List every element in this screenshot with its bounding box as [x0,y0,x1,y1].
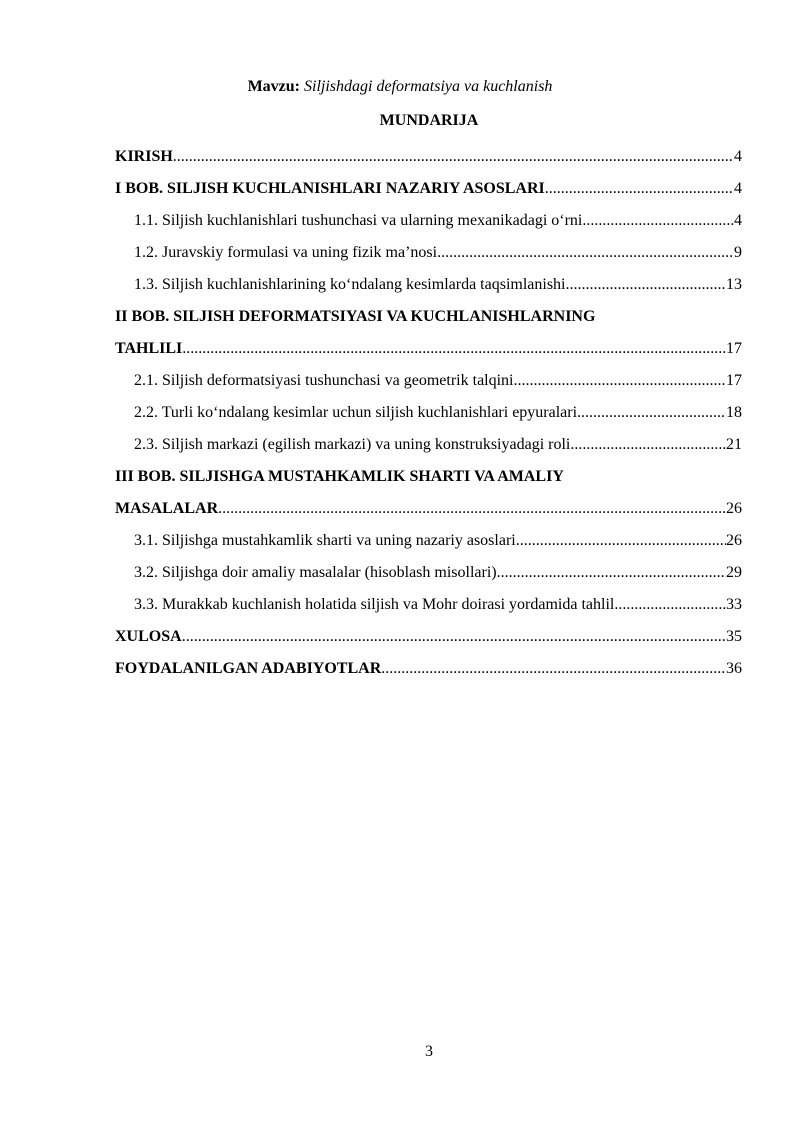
toc-entry-section-3-3[interactable] [115,589,742,621]
toc-entry-section-3-2[interactable] [115,557,742,589]
toc-entry-page: 13 [726,276,742,293]
toc-entry-section-1-2[interactable] [115,237,742,269]
toc-entry-page: 26 [726,500,742,517]
toc-heading: MUNDARIJA [379,112,479,129]
topic-line [0,76,800,98]
toc-entry-title: TAHLILI [115,340,183,357]
table-of-contents [115,141,742,685]
toc-entry-page: 35 [726,628,742,645]
toc-entry-title: 2.3. Siljish markazi (egilish markazi) va uning konstruksiyadagi roli [134,436,571,453]
toc-dot-leader [577,397,726,429]
toc-dot-leader [218,493,726,525]
toc-entry-chapter-1[interactable] [115,173,742,205]
toc-entry-title: 3.2. Siljishga doir amaliy masalalar (hisoblash misollari) [134,564,497,581]
toc-entry-title: 2.2. Turli ko‘ndalang kesimlar uchun siljish kuchlanishlari epyuralari [134,404,578,421]
toc-entry-chapter-2[interactable] [115,333,742,365]
toc-entry-chapter-3-line1[interactable]: III BOB. SILJISHGA MUSTAHKAMLIK SHARTI VA AMALIY [115,468,564,485]
toc-entry-title: XULOSA [115,628,182,645]
toc-dot-leader [514,365,727,397]
toc-entry-page: 26 [726,532,742,549]
toc-entry-section-1-3[interactable] [115,269,742,301]
toc-entry-page: 36 [726,660,742,677]
toc-entry-title: 1.1. Siljish kuchlanishlari tushunchasi va ularning mexanikadagi o‘rni [134,212,583,229]
toc-dot-leader [516,525,726,557]
toc-entry-page: 9 [734,244,742,261]
toc-entry-title: MASALALAR [115,500,219,517]
toc-entry-page: 18 [726,404,742,421]
toc-entry-section-1-1[interactable] [115,205,742,237]
toc-dot-leader [497,557,726,589]
toc-entry-intro[interactable] [115,141,742,173]
toc-entry-references[interactable] [115,653,742,685]
toc-entry-page: 17 [726,372,742,389]
toc-entry-title: 1.3. Siljish kuchlanishlarining ko‘ndalang kesimlarda taqsimlanishi [134,276,566,293]
toc-dot-leader [566,269,727,301]
toc-entry-title: FOYDALANILGAN ADABIYOTLAR [115,660,382,677]
toc-entry-title: 3.3. Murakkab kuchlanish holatida siljish va Mohr doirasi yordamida tahlil [134,596,615,613]
toc-entry-title: 2.1. Siljish deformatsiyasi tushunchasi va geometrik talqini [134,372,514,389]
toc-entry-page: 29 [726,564,742,581]
toc-dot-leader [614,589,726,621]
page-number: 3 [425,1043,433,1060]
topic-title: Siljishdagi deformatsiya va kuchlanish [304,78,553,95]
toc-entry-page: 4 [734,180,742,197]
toc-entry-section-3-1[interactable] [115,525,742,557]
toc-entry-section-2-3[interactable] [115,429,742,461]
toc-entry-page: 33 [726,596,742,613]
toc-dot-leader [545,173,734,205]
toc-entry-page: 17 [726,340,742,357]
toc-dot-leader [381,653,726,685]
toc-dot-leader [182,621,726,653]
toc-entry-chapter-2-line1[interactable]: II BOB. SILJISH DEFORMATSIYASI VA KUCHLANISHLARNING [115,308,596,325]
toc-entry-page: 21 [726,436,742,453]
topic-label: Mavzu: [247,78,300,95]
toc-entry-title: 1.2. Juravskiy formulasi va uning fizik ma’nosi [134,244,438,261]
toc-entry-page: 4 [734,212,742,229]
toc-dot-leader [182,333,726,365]
toc-entry-title: 3.1. Siljishga mustahkamlik sharti va uning nazariy asoslari [134,532,516,549]
toc-entry-conclusion[interactable] [115,621,742,653]
toc-entry-page: 4 [734,148,742,165]
toc-entry-title: KIRISH [115,148,173,165]
toc-dot-leader [173,141,734,173]
toc-entry-chapter-3[interactable] [115,493,742,525]
toc-entry-section-2-1[interactable] [115,365,742,397]
toc-dot-leader [582,205,734,237]
toc-dot-leader [570,429,726,461]
toc-dot-leader [437,237,734,269]
toc-entry-title: I BOB. SILJISH KUCHLANISHLARI NAZARIY ASOSLARI [115,180,545,197]
toc-entry-section-2-2[interactable] [115,397,742,429]
